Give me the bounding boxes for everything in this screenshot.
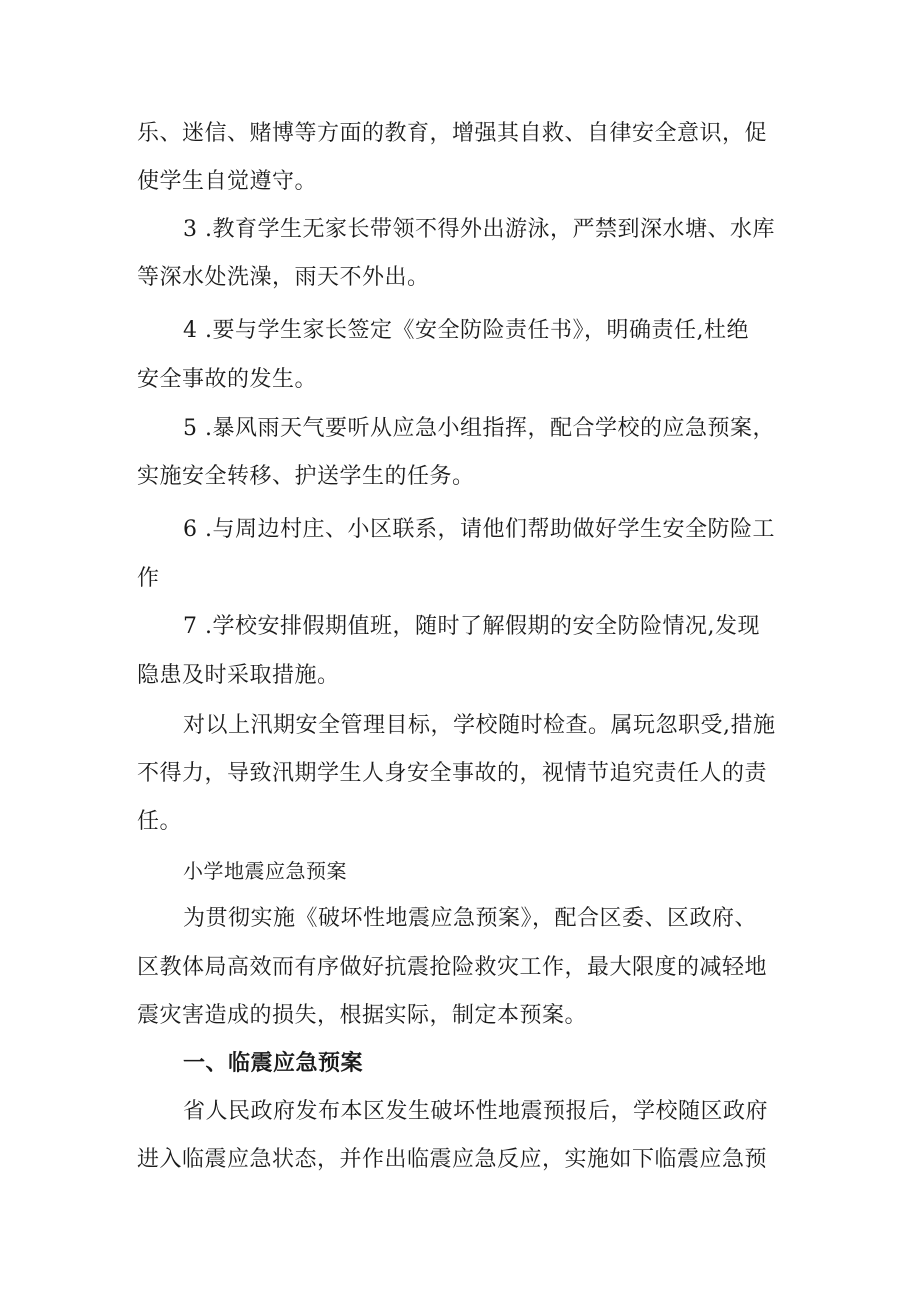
paragraph-line: 为贯彻实施《破坏性地震应急预案》，配合区委、区政府、: [183, 906, 758, 931]
section-heading: 一、临震应急预案: [183, 1051, 364, 1076]
paragraph-line: 省人民政府发布本区发生破坏性地震预报后，学校随区政府: [183, 1099, 769, 1124]
list-item-3-line: 3 .教育学生无家长带领不得外出游泳，严禁到深水塘、水库: [183, 217, 775, 242]
list-item-4-line: 安全事故的发生。: [137, 367, 318, 392]
list-item-5-line: 实施安全转移、护送学生的任务。: [137, 464, 475, 489]
paragraph-line: 使学生自觉遵守。: [137, 169, 318, 194]
section-title: 小学地震应急预案: [183, 859, 347, 883]
paragraph-line: 乐、迷信、赌博等方面的教育，增强其自救、自律安全意识，促: [137, 121, 768, 146]
paragraph-line: 进入临震应急状态，并作出临震应急反应，实施如下临震应急预: [137, 1147, 768, 1172]
list-item-4-line: 4 .要与学生家长签定《安全防险责任书》，明确责任,杜绝: [183, 318, 749, 343]
paragraph-line: 任。: [137, 809, 183, 834]
list-item-5-line: 5 .暴风雨天气要听从应急小组指挥，配合学校的应急预案，: [183, 416, 775, 441]
list-item-6-line: 6 .与周边村庄、小区联系，请他们帮助做好学生安全防险工: [183, 517, 775, 542]
paragraph-line: 不得力，导致汛期学生人身安全事故的，视情节追究责任人的责: [137, 761, 768, 786]
paragraph-line: 震灾害造成的损失，根据实际，制定本预案。: [137, 1003, 588, 1028]
list-item-7-line: 隐患及时采取措施。: [137, 663, 340, 688]
list-item-3-line: 等深水处洗澡，雨天不外出。: [137, 265, 430, 290]
list-item-6-line: 作: [137, 566, 160, 591]
paragraph-line: 区教体局高效而有序做好抗震抢险救灾工作，最大限度的减轻地: [137, 955, 768, 980]
paragraph-line: 对以上汛期安全管理目标，学校随时检查。属玩忽职受,措施: [183, 713, 776, 738]
list-item-7-line: 7 .学校安排假期值班，随时了解假期的安全防险情况,发现: [183, 614, 760, 639]
